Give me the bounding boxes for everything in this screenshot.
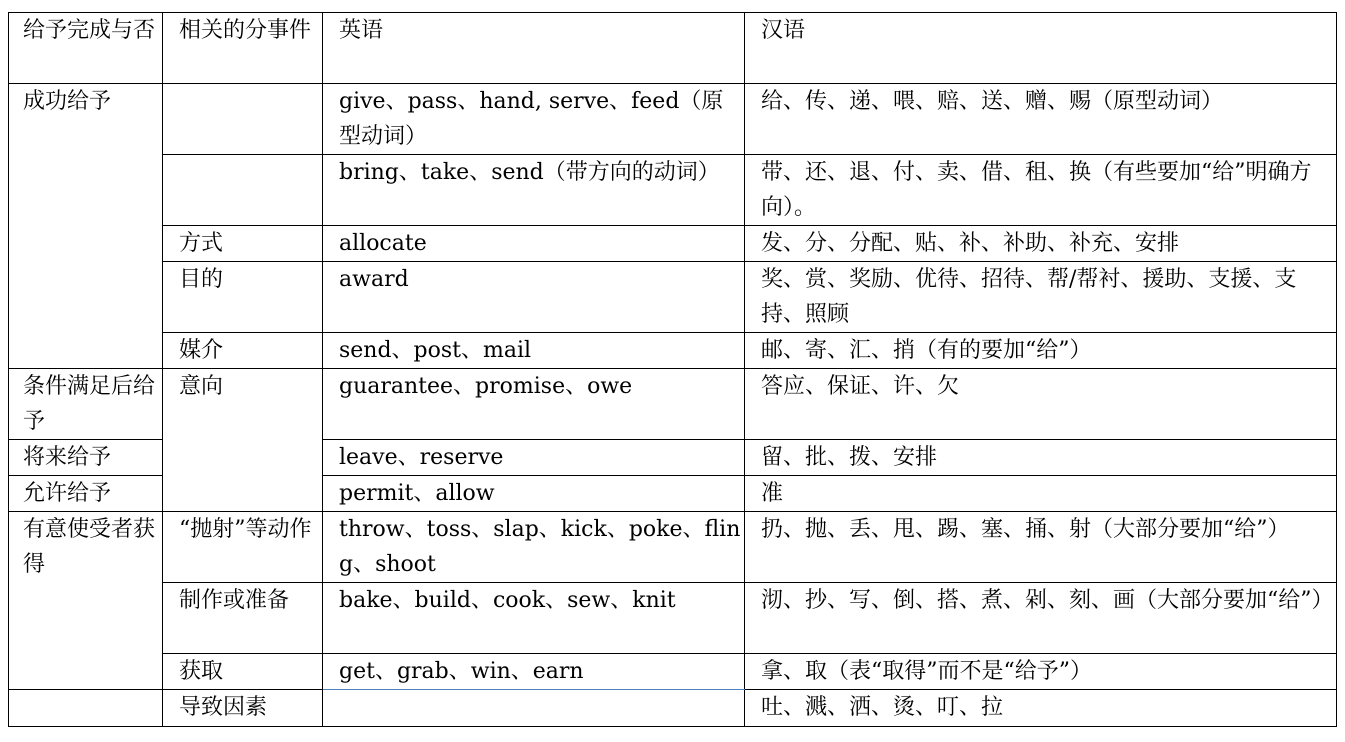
sub-event-cell: 目的 bbox=[163, 262, 323, 333]
table-row bbox=[9, 226, 1337, 262]
category-cell: 有意使受者获得 bbox=[9, 512, 163, 690]
chinese-cell: 吐、溅、洒、烫、叮、拉 bbox=[745, 690, 1337, 727]
chinese-cell: 带、还、退、付、卖、借、租、换（有些要加“给”明确方向）。 bbox=[745, 155, 1337, 226]
chinese-cell: 准 bbox=[745, 476, 1337, 512]
chinese-cell: 邮、寄、汇、捎（有的要加“给”） bbox=[745, 333, 1337, 369]
english-cell: guarantee、promise、owe bbox=[323, 369, 745, 440]
english-cell: throw、toss、slap、kick、poke、fling、shoot bbox=[323, 512, 745, 583]
chinese-cell: 发、分、分配、贴、补、补助、补充、安排 bbox=[745, 226, 1337, 262]
table-row bbox=[9, 369, 1337, 440]
sub-event-cell: 制作或准备 bbox=[163, 583, 323, 654]
chinese-cell: 留、批、拨、安排 bbox=[745, 440, 1337, 476]
chinese-cell: 沏、抄、写、倒、搭、煮、剁、刻、画（大部分要加“给”） bbox=[745, 583, 1337, 654]
english-cell: get、grab、win、earn bbox=[323, 654, 745, 690]
english-cell: send、post、mail bbox=[323, 333, 745, 369]
english-cell: award bbox=[323, 262, 745, 333]
category-cell: 允许给予 bbox=[9, 476, 163, 512]
table-row bbox=[9, 262, 1337, 333]
sub-event-cell: 获取 bbox=[163, 654, 323, 690]
chinese-cell: 答应、保证、许、欠 bbox=[745, 369, 1337, 440]
table-row bbox=[9, 583, 1337, 654]
table-row bbox=[9, 512, 1337, 583]
english-cell: give、pass、hand, serve、feed（原型动词） bbox=[323, 84, 745, 155]
english-cell: leave、reserve bbox=[323, 440, 745, 476]
category-cell: 条件满足后给予 bbox=[9, 369, 163, 440]
chinese-cell: 给、传、递、喂、赔、送、赠、赐（原型动词） bbox=[745, 84, 1337, 155]
table-row bbox=[9, 654, 1337, 690]
sub-event-cell bbox=[163, 84, 323, 155]
header-english: 英语 bbox=[323, 13, 745, 84]
english-cell bbox=[323, 690, 745, 727]
chinese-cell: 扔、抛、丢、甩、踢、塞、捅、射（大部分要加“给”） bbox=[745, 512, 1337, 583]
verb-classification-table bbox=[8, 12, 1337, 727]
category-cell bbox=[9, 690, 163, 727]
sub-event-cell: 方式 bbox=[163, 226, 323, 262]
english-cell: bring、take、send（带方向的动词） bbox=[323, 155, 745, 226]
table-row bbox=[9, 333, 1337, 369]
sub-event-cell: “抛射”等动作 bbox=[163, 512, 323, 583]
table-row bbox=[9, 155, 1337, 226]
chinese-cell: 拿、取（表“取得”而不是“给予”） bbox=[745, 654, 1337, 690]
sub-event-cell: 媒介 bbox=[163, 333, 323, 369]
sub-event-cell: 意向 bbox=[163, 369, 323, 512]
table-row bbox=[9, 690, 1337, 727]
category-cell: 成功给予 bbox=[9, 84, 163, 369]
sub-event-cell bbox=[163, 155, 323, 226]
english-cell: bake、build、cook、sew、knit bbox=[323, 583, 745, 654]
english-cell: allocate bbox=[323, 226, 745, 262]
category-cell: 将来给予 bbox=[9, 440, 163, 476]
sub-event-cell: 导致因素 bbox=[163, 690, 323, 727]
header-sub-event: 相关的分事件 bbox=[163, 13, 323, 84]
chinese-cell: 奖、赏、奖励、优待、招待、帮/帮衬、援助、支援、支持、照顾 bbox=[745, 262, 1337, 333]
table-row bbox=[9, 84, 1337, 155]
header-chinese: 汉语 bbox=[745, 13, 1337, 84]
table-header-row bbox=[9, 13, 1337, 84]
header-completion: 给予完成与否 bbox=[9, 13, 163, 84]
english-cell: permit、allow bbox=[323, 476, 745, 512]
